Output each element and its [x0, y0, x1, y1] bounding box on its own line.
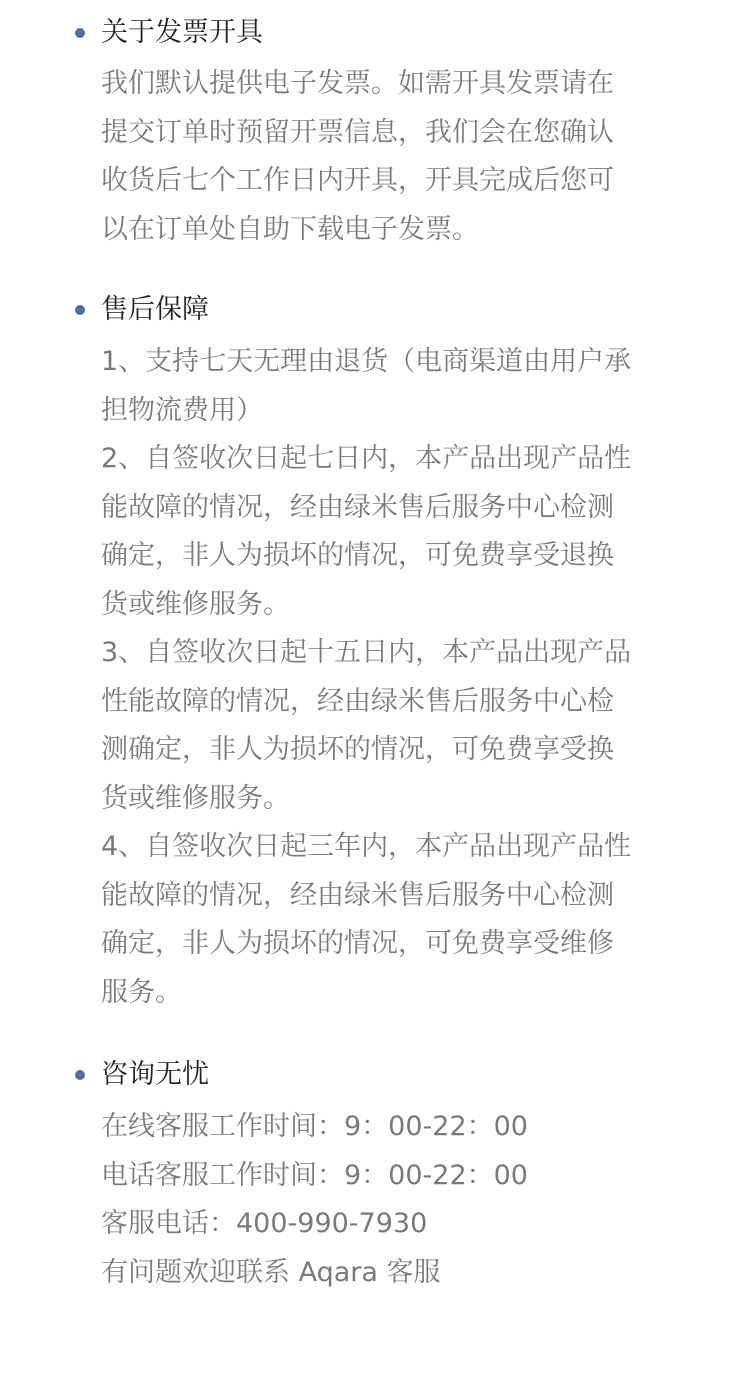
after-sales-body — [101, 338, 661, 1017]
after-sales-line: 服务。 — [101, 976, 182, 1008]
invoice-heading: 关于发票开具 — [101, 17, 263, 48]
consultation-line: 在线客服工作时间：9：00-22：00 — [101, 1111, 528, 1142]
consultation-line: 有问题欢迎联系 Aqara 客服 — [101, 1256, 441, 1288]
invoice-body — [101, 60, 661, 254]
after-sales-line: 货或维修服务。 — [101, 782, 290, 814]
after-sales-line: 1、支持七天无理由退货（电商渠道由用户承 — [101, 346, 632, 377]
after-sales-line: 能故障的情况，经由绿米售后服务中心检测 — [101, 491, 614, 523]
after-sales-line: 4、自签收次日起三年内，本产品出现产品性 — [101, 831, 632, 862]
after-sales-line: 确定，非人为损坏的情况，可免费享受维修 — [101, 928, 614, 959]
bullet-dot-icon — [75, 1070, 85, 1080]
consultation-line: 电话客服工作时间：9：00-22：00 — [101, 1159, 528, 1191]
invoice-line: 收货后七个工作日内开具，开具完成后您可 — [101, 165, 614, 196]
invoice-line: 提交订单时预留开票信息，我们会在您确认 — [101, 116, 614, 148]
invoice-line: 我们默认提供电子发票。如需开具发票请在 — [101, 68, 614, 99]
bullet-dot-icon — [75, 28, 85, 38]
consultation-body — [101, 1103, 661, 1297]
consultation-heading: 咨询无忧 — [101, 1059, 209, 1090]
invoice-line: 以在订单处自助下载电子发票。 — [101, 213, 479, 245]
after-sales-line: 3、自签收次日起十五日内，本产品出现产品 — [101, 637, 632, 668]
after-sales-line: 能故障的情况，经由绿米售后服务中心检测 — [101, 879, 614, 911]
bullet-dot-icon — [75, 305, 85, 315]
consultation-line: 客服电话：400-990-7930 — [101, 1208, 428, 1239]
after-sales-line: 确定，非人为损坏的情况，可免费享受退换 — [101, 540, 614, 571]
after-sales-line: 性能故障的情况，经由绿米售后服务中心检 — [101, 685, 614, 717]
after-sales-line: 2、自签收次日起七日内，本产品出现产品性 — [101, 443, 632, 474]
after-sales-heading: 售后保障 — [101, 294, 209, 325]
after-sales-line: 测确定，非人为损坏的情况，可免费享受换 — [101, 734, 614, 765]
after-sales-line: 担物流费用） — [101, 394, 263, 426]
after-sales-line: 货或维修服务。 — [101, 588, 290, 620]
